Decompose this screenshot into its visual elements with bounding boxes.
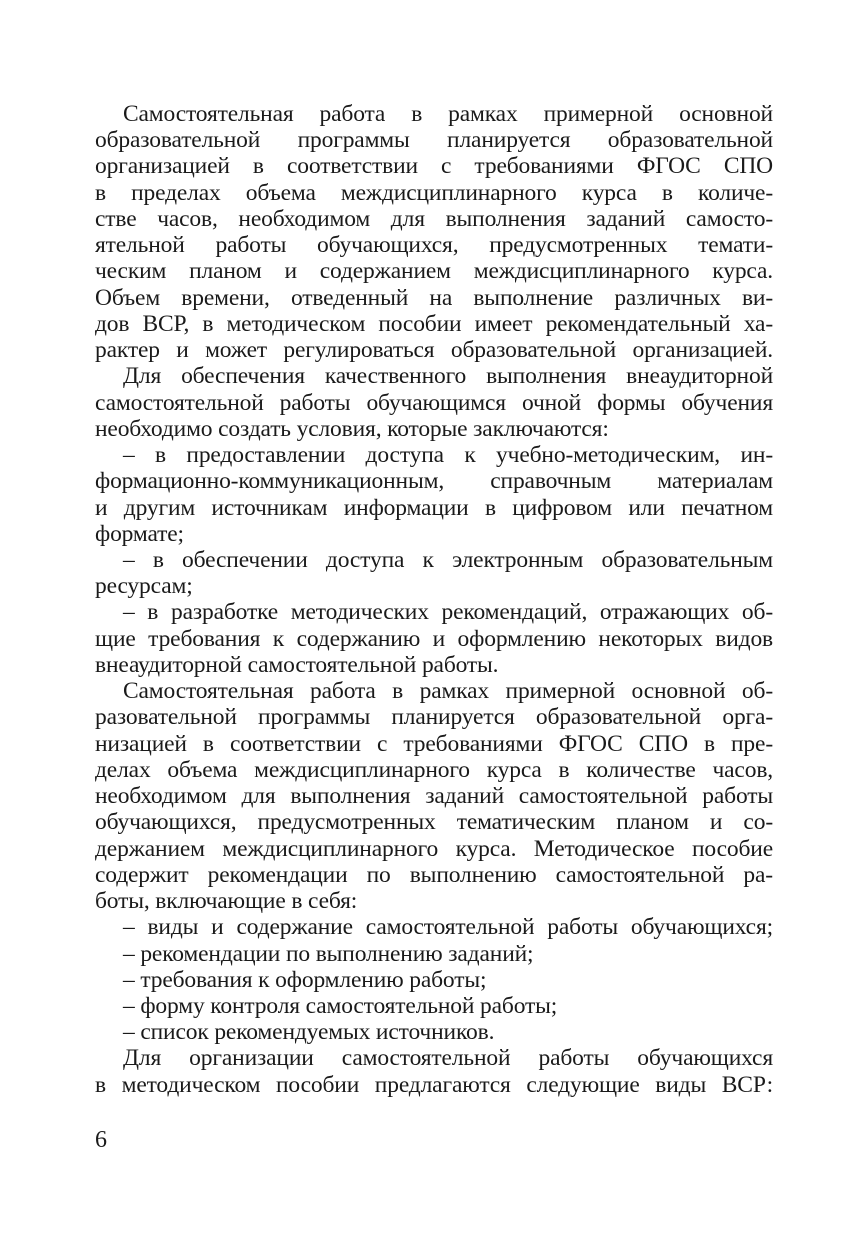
text-line: делах объема междисциплинарного курса в количестве часов, xyxy=(95,756,773,783)
text-line: ресурсам; xyxy=(95,573,193,600)
text-line: рактер и может регулироваться образовательной организацией. xyxy=(95,337,773,364)
text-line: низацией в соответствии с требованиями ФГОС СПО в пре- xyxy=(95,730,773,757)
text-line: и другим источникам информации в цифровом или печатном xyxy=(95,494,773,521)
paragraph xyxy=(95,967,773,993)
text-line: дов ВСР, в методическом пособии имеет рекомендательный ха- xyxy=(95,310,773,337)
text-line: содержит рекомендации по выполнению самостоятельной ра- xyxy=(95,861,773,888)
paragraph xyxy=(95,1019,773,1045)
paragraph xyxy=(95,678,773,914)
body-text xyxy=(95,101,773,1098)
paragraph xyxy=(95,101,773,363)
text-line: – в разработке методических рекомендаций, отражающих об- xyxy=(123,599,773,626)
text-line: самостоятельной работы обучающимся очной формы обучения xyxy=(95,389,773,416)
text-line: стве часов, необходимом для выполнения заданий самосто- xyxy=(95,205,773,232)
text-line: – виды и содержание самостоятельной работы обучающихся; xyxy=(123,914,773,941)
text-line: ятельной работы обучающихся, предусмотренных темати- xyxy=(95,232,773,259)
paragraph xyxy=(95,442,773,547)
text-line: – список рекомендуемых источников. xyxy=(123,1019,495,1046)
text-line: боты, включающие в себя: xyxy=(95,888,358,915)
page-number: 6 xyxy=(95,1127,107,1153)
paragraph xyxy=(95,1045,773,1097)
text-line: – в предоставлении доступа к учебно-методическим, ин- xyxy=(123,442,773,469)
text-line: обучающихся, предусмотренных тематическим планом и со- xyxy=(95,809,773,836)
text-line: Самостоятельная работа в рамках примерной основной xyxy=(123,101,773,127)
text-line: ческим планом и содержанием междисциплинарного курса. xyxy=(95,258,773,285)
text-line: образовательной программы планируется образовательной xyxy=(95,127,773,154)
text-line: Для организации самостоятельной работы обучающихся xyxy=(123,1045,773,1072)
text-line: – в обеспечении доступа к электронным образовательным xyxy=(123,546,773,573)
paragraph xyxy=(95,941,773,967)
paragraph xyxy=(95,547,773,599)
text-line: разовательной программы планируется образовательной орга- xyxy=(95,704,773,731)
text-line: Для обеспечения качественного выполнения внеаудиторной xyxy=(123,363,773,390)
text-line: формате; xyxy=(95,520,184,547)
text-line: – рекомендации по выполнению заданий; xyxy=(123,940,534,967)
text-line: – требования к оформлению работы; xyxy=(123,966,487,993)
text-line: держанием междисциплинарного курса. Методическое пособие xyxy=(95,835,773,862)
text-line: организацией в соответствии с требованиями ФГОС СПО xyxy=(95,153,773,180)
text-line: щие требования к содержанию и оформлению некоторых видов xyxy=(95,625,773,652)
text-line: необходимо создать условия, которые заключаются: xyxy=(95,415,609,442)
text-line: в методическом пособии предлагаются следующие виды ВСР: xyxy=(95,1071,773,1098)
paragraph xyxy=(95,363,773,442)
paragraph xyxy=(95,914,773,940)
paragraph xyxy=(95,599,773,678)
text-line: Самостоятельная работа в рамках примерной основной об- xyxy=(123,678,773,705)
text-line: необходимом для выполнения заданий самостоятельной работы xyxy=(95,783,773,810)
text-line: внеаудиторной самостоятельной работы. xyxy=(95,651,499,678)
text-line: – форму контроля самостоятельной работы; xyxy=(123,992,558,1019)
text-line: в пределах объема междисциплинарного курса в количе- xyxy=(95,179,773,206)
text-line: Объем времени, отведенный на выполнение различных ви- xyxy=(95,284,773,311)
paragraph xyxy=(95,993,773,1019)
text-line: формационно-коммуникационным, справочным материалам xyxy=(95,468,773,495)
